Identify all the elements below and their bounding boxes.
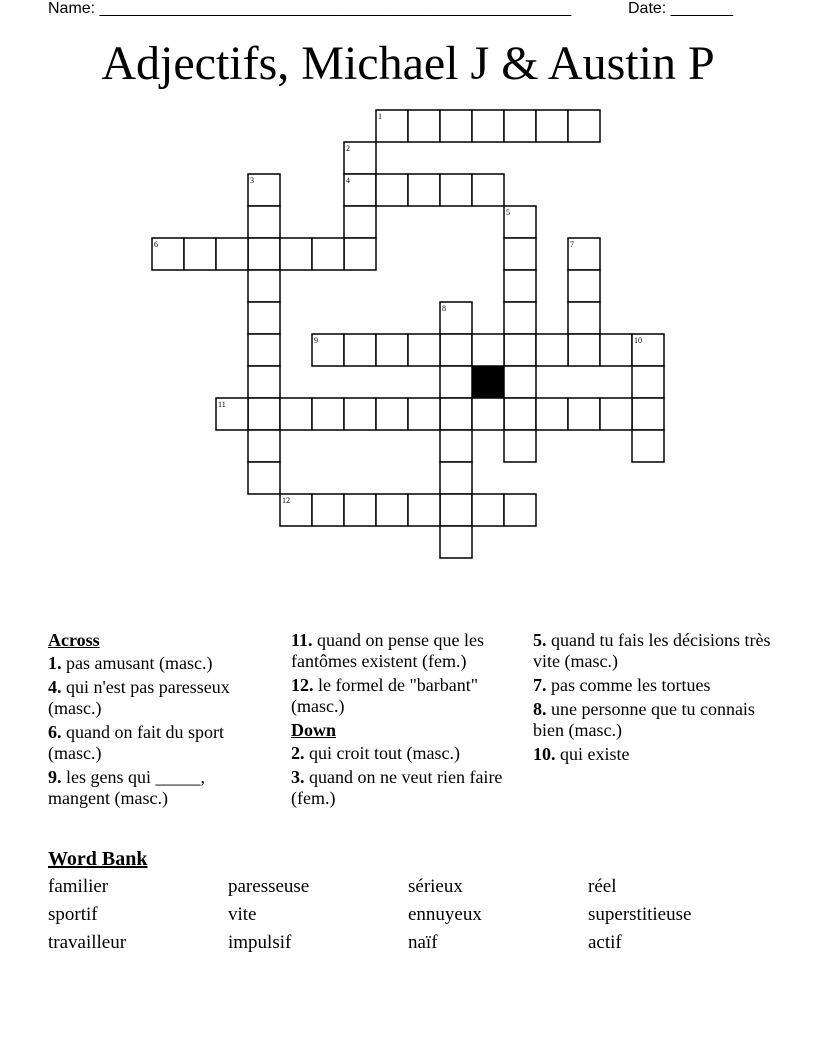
clue-across-12: 12. le formel de "barbant" (masc.) <box>291 675 479 716</box>
name-label: Name: _____________________________________________________ <box>48 0 572 17</box>
grid-cell[interactable] <box>440 462 472 494</box>
grid-cell[interactable] <box>472 398 504 430</box>
grid-cell[interactable] <box>568 334 600 366</box>
grid-cell[interactable] <box>248 462 280 494</box>
grid-cell[interactable] <box>376 174 408 206</box>
word-bank-item: paresseuse <box>228 876 310 897</box>
clue-down-7: 7. pas comme les tortues <box>533 675 711 695</box>
grid-cell[interactable] <box>568 398 600 430</box>
grid-cell[interactable] <box>568 270 600 302</box>
grid-cell[interactable] <box>248 398 280 430</box>
grid-cell[interactable] <box>440 366 472 398</box>
grid-cell[interactable] <box>248 334 280 366</box>
grid-cell[interactable] <box>472 494 504 526</box>
black-cell <box>472 366 504 398</box>
clue-down-3: 3. quand on ne veut rien faire (fem.) <box>291 767 503 808</box>
word-bank-item: superstitieuse <box>588 904 692 925</box>
grid-cell[interactable] <box>504 110 536 142</box>
word-bank-item: sérieux <box>408 876 463 897</box>
grid-cell[interactable] <box>504 494 536 526</box>
grid-cell[interactable] <box>504 398 536 430</box>
grid-cell[interactable] <box>536 334 568 366</box>
clue-column-1 <box>48 630 268 812</box>
grid-cell[interactable] <box>344 398 376 430</box>
grid-cell[interactable] <box>312 398 344 430</box>
word-bank-item: réel <box>588 876 617 897</box>
clue-across-6: 6. quand on fait du sport (masc.) <box>48 722 224 763</box>
grid-cell[interactable] <box>408 174 440 206</box>
grid-cell[interactable] <box>440 398 472 430</box>
date-label: Date: _______ <box>628 0 733 17</box>
clue-down-10: 10. qui existe <box>533 744 630 764</box>
grid-cell[interactable] <box>376 398 408 430</box>
word-bank-item: sportif <box>48 904 98 925</box>
grid-cell[interactable] <box>248 302 280 334</box>
cell-number: 6 <box>154 240 158 249</box>
grid-cell[interactable] <box>600 334 632 366</box>
worksheet-title: Adjectifs, Michael J & Austin P <box>101 37 715 90</box>
grid-cell[interactable] <box>344 206 376 238</box>
grid-cell[interactable] <box>568 110 600 142</box>
cell-number: 9 <box>314 336 318 345</box>
grid-cell[interactable] <box>376 494 408 526</box>
cell-number: 11 <box>218 400 226 409</box>
grid-cell[interactable] <box>536 398 568 430</box>
grid-cell[interactable] <box>568 302 600 334</box>
cell-number: 1 <box>378 112 382 121</box>
grid-cell[interactable] <box>408 334 440 366</box>
clue-column-3 <box>533 630 773 768</box>
grid-cell[interactable] <box>472 110 504 142</box>
clue-column-2 <box>291 630 506 812</box>
grid-cell[interactable] <box>632 430 664 462</box>
grid-cell[interactable] <box>280 398 312 430</box>
clues-section <box>48 630 778 840</box>
grid-cell[interactable] <box>248 206 280 238</box>
grid-cell[interactable] <box>504 334 536 366</box>
grid-cell[interactable] <box>344 238 376 270</box>
clue-across-1: 1. pas amusant (masc.) <box>48 653 213 673</box>
grid-cell[interactable] <box>408 398 440 430</box>
grid-cell[interactable] <box>248 430 280 462</box>
grid-cell[interactable] <box>440 526 472 558</box>
grid-cell[interactable] <box>408 494 440 526</box>
grid-cell[interactable] <box>408 110 440 142</box>
grid-cell[interactable] <box>248 238 280 270</box>
clue-across-4: 4. qui n'est pas paresseux (masc.) <box>48 677 230 718</box>
grid-cell[interactable] <box>472 334 504 366</box>
grid-cell[interactable] <box>440 430 472 462</box>
grid-cell[interactable] <box>504 430 536 462</box>
grid-cell[interactable] <box>312 494 344 526</box>
cell-number: 3 <box>250 176 254 185</box>
cell-number: 8 <box>442 304 446 313</box>
grid-cell[interactable] <box>504 366 536 398</box>
clue-across-9: 9. les gens qui _____, mangent (masc.) <box>48 767 205 808</box>
word-bank-item: naïf <box>408 932 438 953</box>
clue-down-5: 5. quand tu fais les décisions très vite (masc.) <box>533 630 771 671</box>
grid-cell[interactable] <box>440 174 472 206</box>
cell-number: 5 <box>506 208 510 217</box>
grid-cell[interactable] <box>632 366 664 398</box>
grid-cell[interactable] <box>248 366 280 398</box>
cell-number: 2 <box>346 144 350 153</box>
cell-number: 12 <box>282 496 290 505</box>
grid-cell[interactable] <box>312 238 344 270</box>
across-heading: Across <box>48 630 100 650</box>
word-bank-item: impulsif <box>228 932 292 953</box>
grid-cell[interactable] <box>504 270 536 302</box>
grid-cell[interactable] <box>248 270 280 302</box>
cell-number: 7 <box>570 240 574 249</box>
word-bank-item: ennuyeux <box>408 904 482 925</box>
grid-cell[interactable] <box>440 334 472 366</box>
clue-down-8: 8. une personne que tu connais bien (masc.) <box>533 699 755 740</box>
cell-number: 4 <box>346 176 350 185</box>
grid-cell[interactable] <box>184 238 216 270</box>
grid-cell[interactable] <box>344 494 376 526</box>
clue-down-2: 2. qui croit tout (masc.) <box>291 743 460 763</box>
grid-cell[interactable] <box>504 302 536 334</box>
grid-cell[interactable] <box>600 398 632 430</box>
word-bank-item: travailleur <box>48 932 127 953</box>
grid-cell[interactable] <box>632 398 664 430</box>
grid-cell[interactable] <box>536 110 568 142</box>
word-bank-item: familier <box>48 876 109 897</box>
down-heading: Down <box>291 720 337 740</box>
word-bank-item: vite <box>228 904 257 925</box>
grid-cell[interactable] <box>280 238 312 270</box>
grid-cell[interactable] <box>216 238 248 270</box>
grid-cell[interactable] <box>376 334 408 366</box>
word-bank-item: actif <box>588 932 622 953</box>
clue-across-11: 11. quand on pense que les fantômes existent (fem.) <box>291 630 484 671</box>
word-bank-title: Word Bank <box>48 848 148 870</box>
grid-cell[interactable] <box>440 494 472 526</box>
grid-cell[interactable] <box>472 174 504 206</box>
cell-number: 10 <box>634 336 642 345</box>
grid-cell[interactable] <box>344 334 376 366</box>
grid-cell[interactable] <box>440 110 472 142</box>
grid-cell[interactable] <box>504 238 536 270</box>
